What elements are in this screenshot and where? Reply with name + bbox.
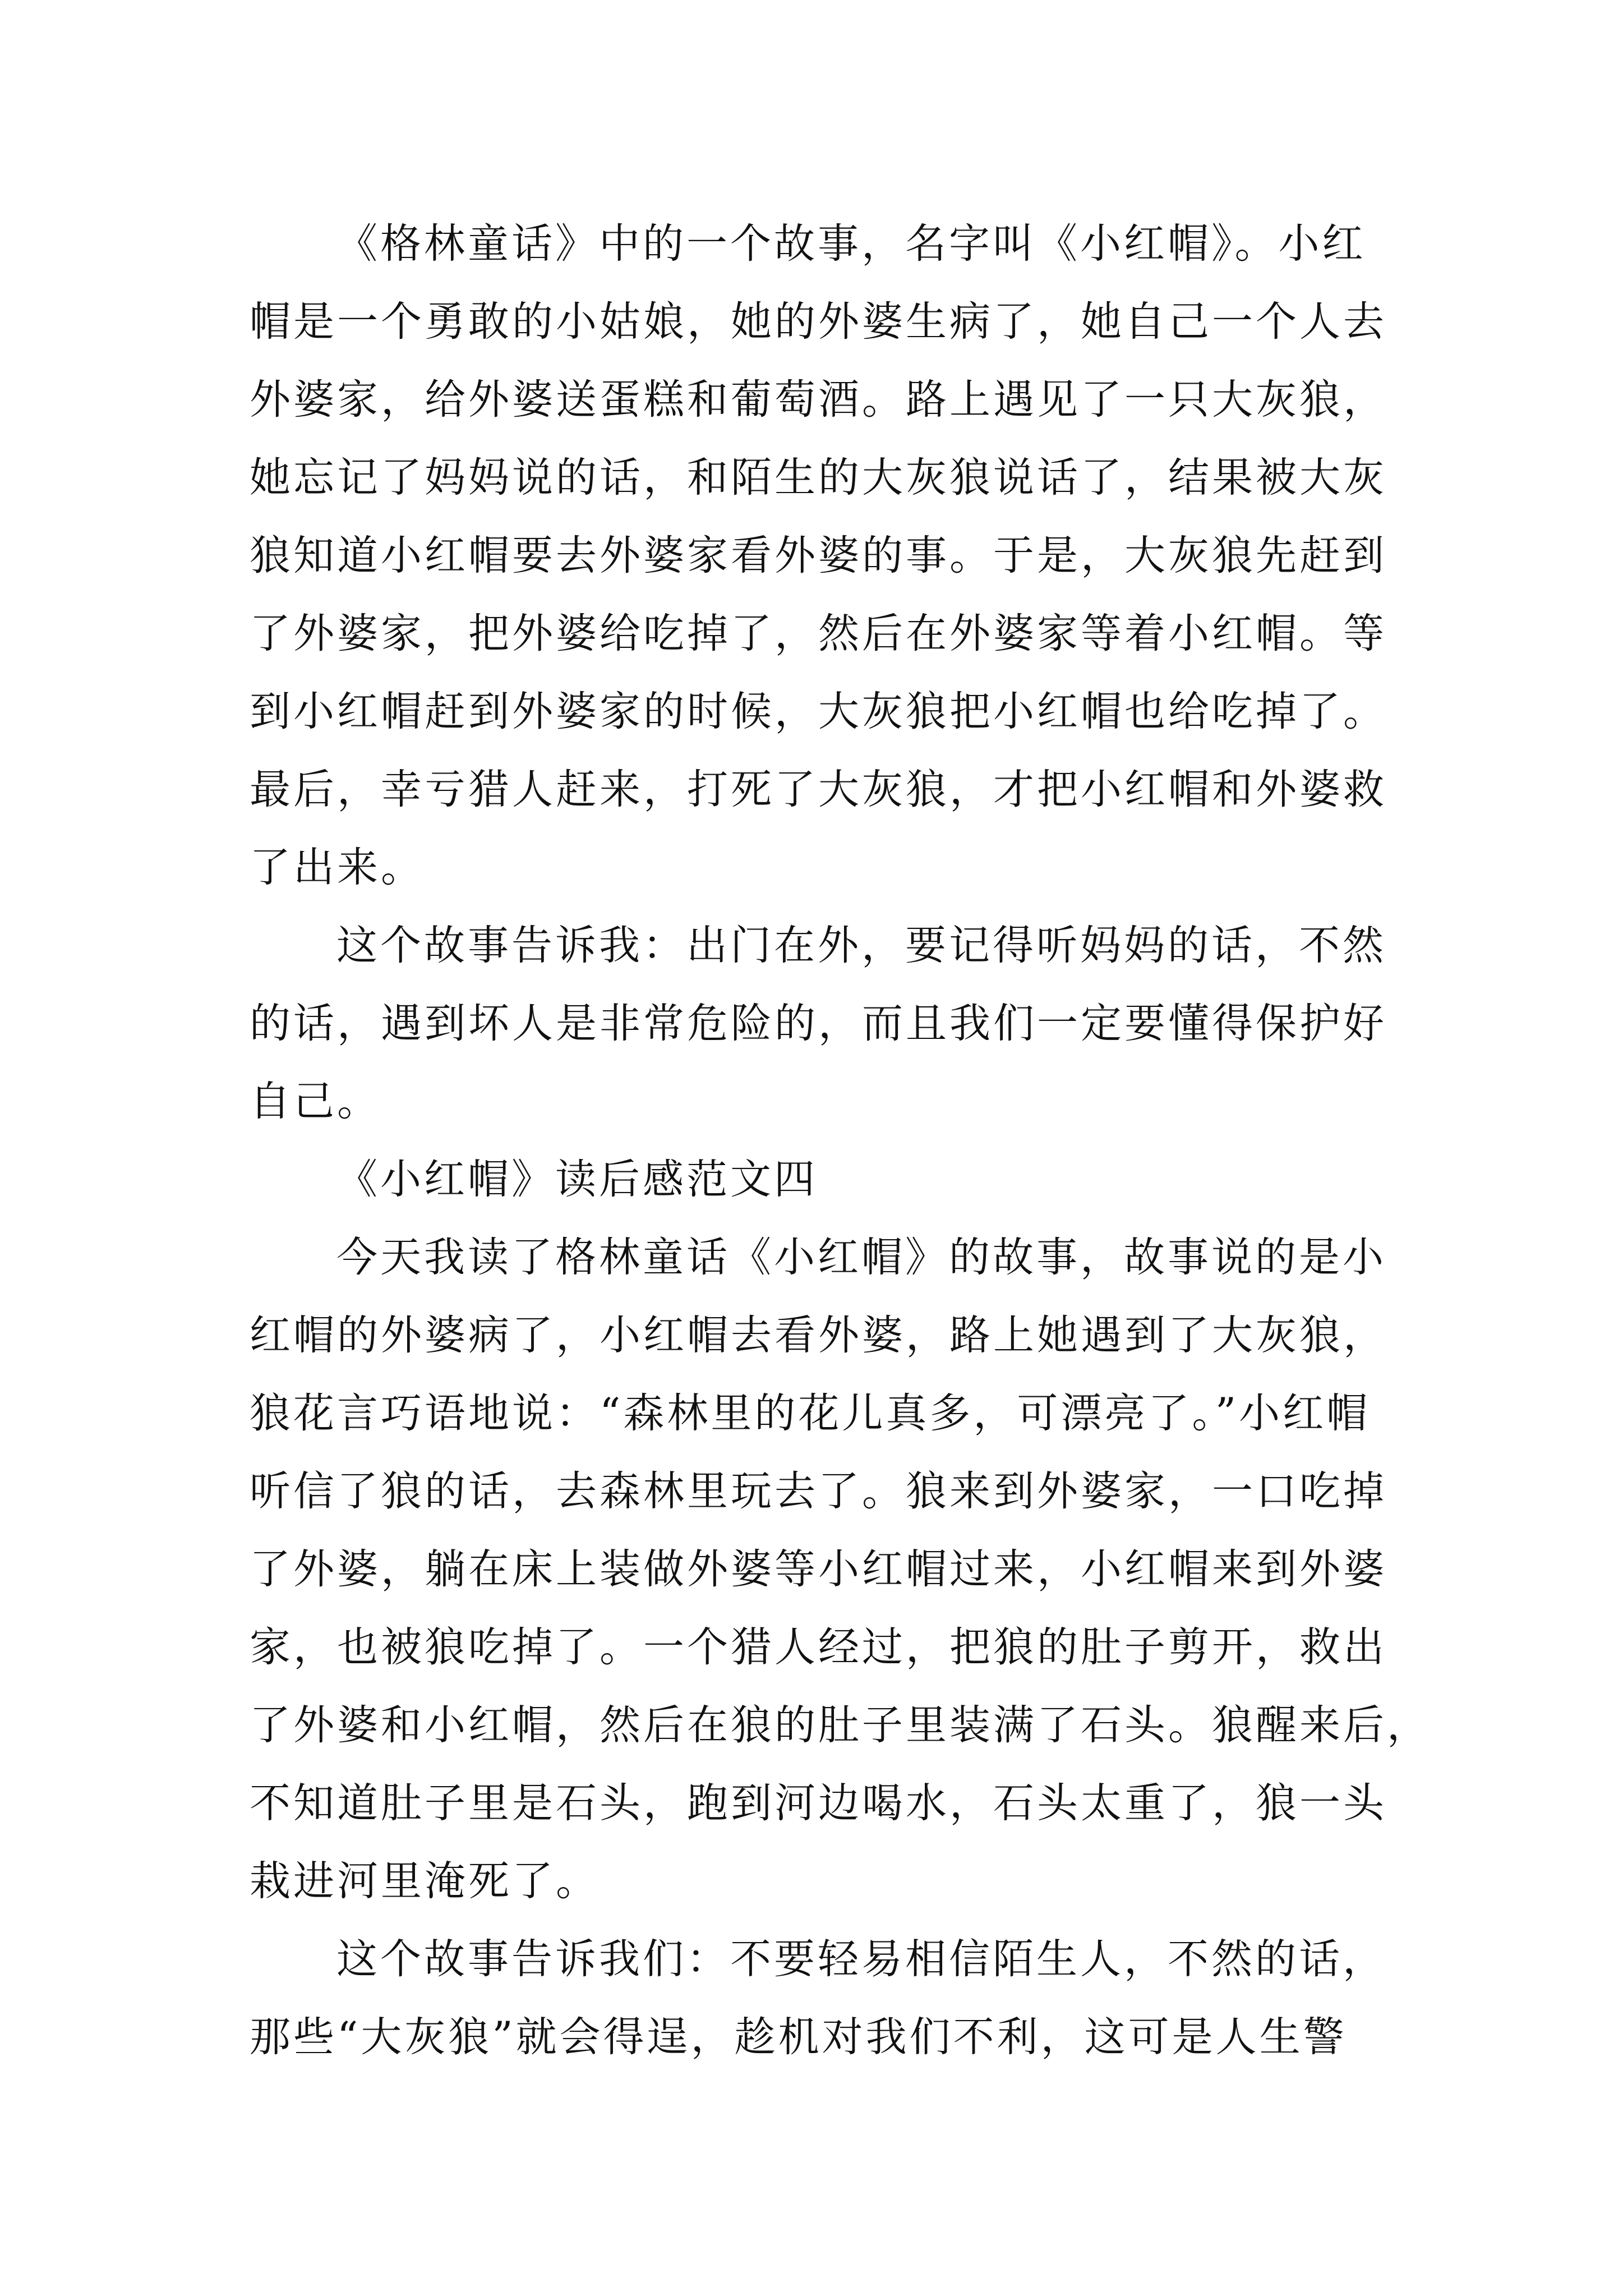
text-line: 今天我读了格林童话《小红帽》的故事，故事说的是小	[336, 1234, 1386, 1281]
text-line: 这个故事告诉我：出门在外，要记得听妈妈的话，不然	[336, 922, 1386, 969]
text-line: 的话，遇到坏人是非常危险的，而且我们一定要懂得保护好	[250, 1000, 1387, 1047]
text-line: 了外婆，躺在床上装做外婆等小红帽过来，小红帽来到外婆	[250, 1545, 1387, 1593]
text-line: 不知道肚子里是石头，跑到河边喝水，石头太重了，狼一头	[250, 1779, 1387, 1827]
text-line: 外婆家，给外婆送蛋糕和葡萄酒。路上遇见了一只大灰狼，	[250, 376, 1387, 424]
text-line: 她忘记了妈妈说的话，和陌生的大灰狼说话了，结果被大灰	[250, 454, 1387, 501]
text-line: 了出来。	[250, 844, 425, 891]
text-line: 听信了狼的话，去森林里玩去了。狼来到外婆家，一口吃掉	[250, 1467, 1387, 1515]
text-line: 狼知道小红帽要去外婆家看外婆的事。于是，大灰狼先赶到	[250, 532, 1387, 579]
text-line: 狼花言巧语地说：“森林里的花儿真多，可漂亮了。”小红帽	[250, 1389, 1371, 1437]
text-line: 那些“大灰狼”就会得逞，趁机对我们不利，这可是人生警	[250, 2013, 1347, 2061]
text-line: 栽进河里淹死了。	[250, 1857, 600, 1905]
section-heading: 《小红帽》读后感范文四	[336, 1156, 818, 1203]
text-line: 自己。	[250, 1078, 381, 1125]
text-line: 红帽的外婆病了，小红帽去看外婆，路上她遇到了大灰狼，	[250, 1312, 1387, 1359]
text-line: 到小红帽赶到外婆家的时候，大灰狼把小红帽也给吃掉了。	[250, 688, 1387, 735]
text-line: 帽是一个勇敢的小姑娘，她的外婆生病了，她自己一个人去	[250, 298, 1387, 346]
text-line: 家，也被狼吃掉了。一个猎人经过，把狼的肚子剪开，救出	[250, 1623, 1387, 1671]
text-line: 《格林童话》中的一个故事，名字叫《小红帽》。小红	[336, 220, 1366, 268]
text-line: 最后，幸亏猎人赶来，打死了大灰狼，才把小红帽和外婆救	[250, 766, 1387, 813]
text-line: 了外婆和小红帽，然后在狼的肚子里装满了石头。狼醒来后，	[250, 1701, 1431, 1749]
text-line: 了外婆家，把外婆给吃掉了，然后在外婆家等着小红帽。等	[250, 610, 1387, 657]
text-line: 这个故事告诉我们：不要轻易相信陌生人，不然的话，	[336, 1935, 1386, 1983]
